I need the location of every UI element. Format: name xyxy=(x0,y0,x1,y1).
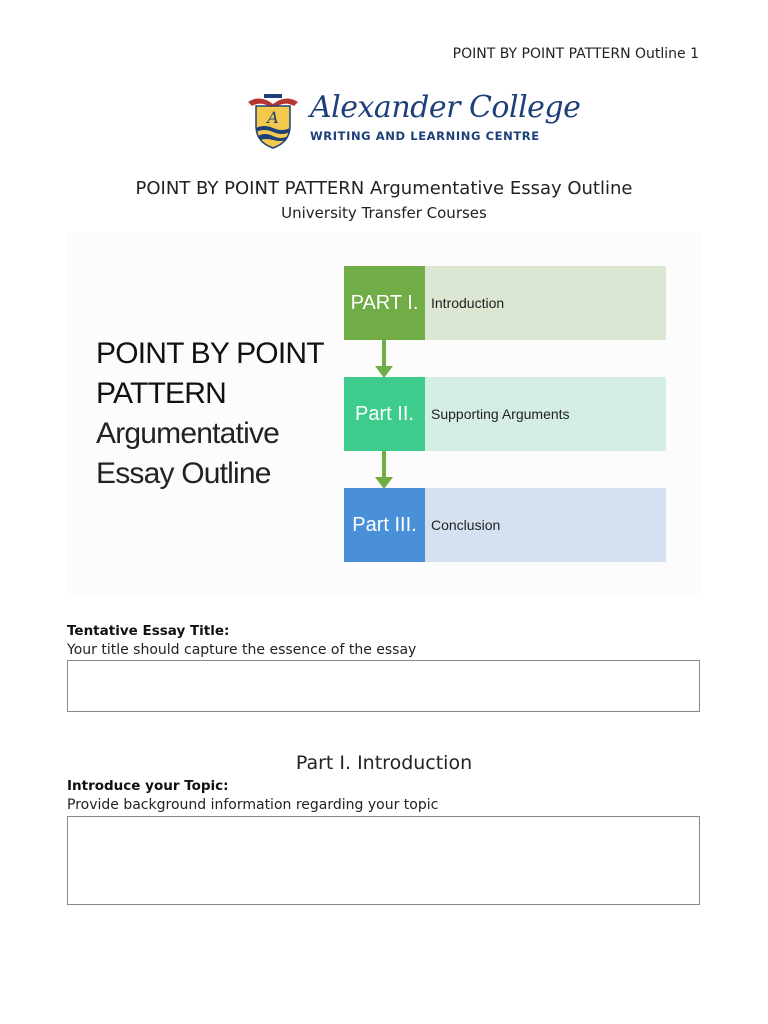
stage-tag: PART I. xyxy=(344,266,425,340)
stage-tag: Part III. xyxy=(344,488,425,562)
figure-heading xyxy=(96,334,346,494)
topic-field[interactable] xyxy=(67,816,700,905)
stage-part3 xyxy=(344,488,666,562)
essay-title-label: Tentative Essay Title: xyxy=(67,623,230,639)
stage-description: Introduction xyxy=(425,266,666,340)
document-subtitle: University Transfer Courses xyxy=(281,204,487,222)
college-subtitle: WRITING AND LEARNING CENTRE xyxy=(310,129,540,143)
stage-part1 xyxy=(344,266,666,340)
outline-figure xyxy=(66,232,702,594)
topic-label: Introduce your Topic: xyxy=(67,778,229,794)
figure-heading-line1: POINT BY POINT xyxy=(96,337,324,370)
essay-title-field[interactable] xyxy=(67,660,700,712)
running-header: POINT BY POINT PATTERN Outline 1 xyxy=(452,46,699,62)
crest-letter: A xyxy=(267,108,279,127)
stage-tag: Part II. xyxy=(344,377,425,451)
college-logo xyxy=(244,90,581,150)
document-title: POINT BY POINT PATTERN Argumentative Essay Outline xyxy=(135,178,633,199)
down-arrow-icon xyxy=(374,451,394,489)
topic-hint: Provide background information regarding your topic xyxy=(67,797,439,813)
college-name: Alexander College xyxy=(310,90,581,125)
figure-heading-line3: Argumentative xyxy=(96,417,280,450)
part1-heading: Part I. Introduction xyxy=(295,752,473,774)
stage-description: Supporting Arguments xyxy=(425,377,666,451)
essay-title-hint: Your title should capture the essence of the essay xyxy=(67,642,417,658)
figure-heading-line2: PATTERN xyxy=(96,377,226,410)
stage-part2 xyxy=(344,377,666,451)
stage-description: Conclusion xyxy=(425,488,666,562)
figure-heading-line4: Essay Outline xyxy=(96,457,271,490)
down-arrow-icon xyxy=(374,340,394,378)
college-crest-icon xyxy=(244,92,302,150)
